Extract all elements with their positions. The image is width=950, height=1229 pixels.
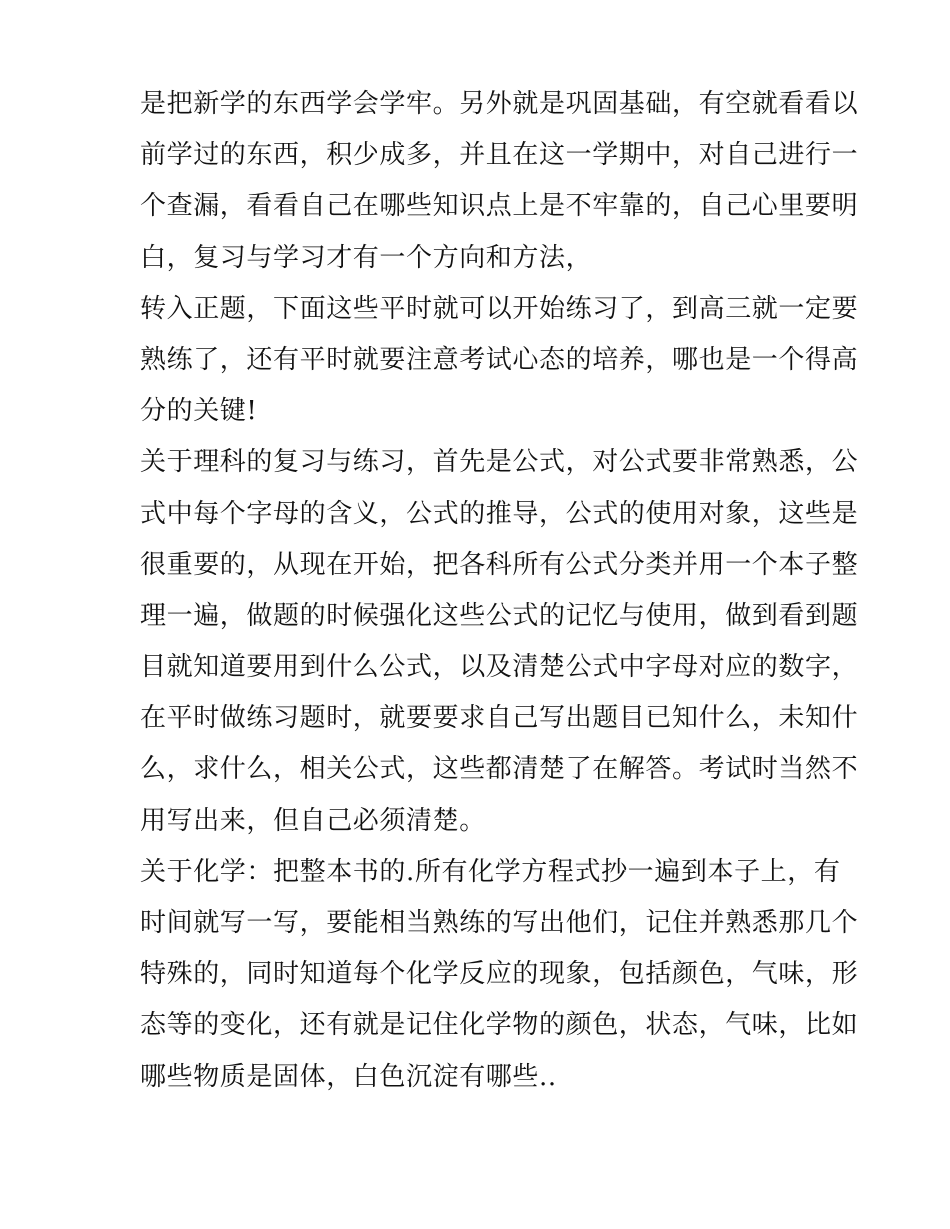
document-body: [140, 79, 859, 1103]
text-line: 目就知道要用到什么公式，以及清楚公式中字母对应的数字，: [140, 652, 859, 683]
text-line: 式中每个字母的含义，公式的推导，公式的使用对象，这些是: [140, 498, 859, 529]
text-line: 关于化学：把整本书的.所有化学方程式抄一遍到本子上，有: [140, 856, 841, 887]
text-line: 熟练了，还有平时就要注意考试心态的培养，哪也是一个得高: [140, 344, 859, 375]
text-line: 理一遍，做题的时候强化这些公式的记忆与使用，做到看到题: [140, 600, 859, 631]
text-line: 时间就写一写，要能相当熟练的写出他们，记住并熟悉那几个: [140, 908, 859, 938]
text-line: 哪些物质是固体，白色沉淀有哪些..: [140, 1061, 557, 1092]
text-line: 特殊的，同时知道每个化学反应的现象，包括颜色，气味，形: [140, 959, 859, 990]
text-line: 转入正题，下面这些平时就可以开始练习了，到高三就一定要: [140, 293, 859, 324]
text-line: 是把新学的东西学会学牢。另外就是巩固基础，有空就看看以: [140, 89, 859, 119]
text-line: 白，复习与学习才有一个方向和方法，: [140, 242, 593, 273]
text-line: 么，求什么，相关公式，这些都清楚了在解答。考试时当然不: [140, 754, 859, 785]
text-line: 关于理科的复习与练习，首先是公式，对公式要非常熟悉，公: [140, 447, 859, 478]
text-line: 在平时做练习题时，就要要求自己写出题目已知什么，未知什: [140, 703, 859, 734]
text-line: 个查漏，看看自己在哪些知识点上是不牢靠的，自己心里要明: [140, 191, 859, 222]
text-line: 用写出来，但自己必须清楚。: [140, 805, 486, 836]
text-line: 前学过的东西，积少成多，并且在这一学期中，对自己进行一: [140, 140, 859, 171]
text-line: 分的关键!: [140, 396, 258, 427]
text-line: 态等的变化，还有就是记住化学物的颜色，状态，气味，比如: [140, 1010, 859, 1041]
text-line: 很重要的，从现在开始，把各科所有公式分类并用一个本子整: [140, 549, 859, 580]
